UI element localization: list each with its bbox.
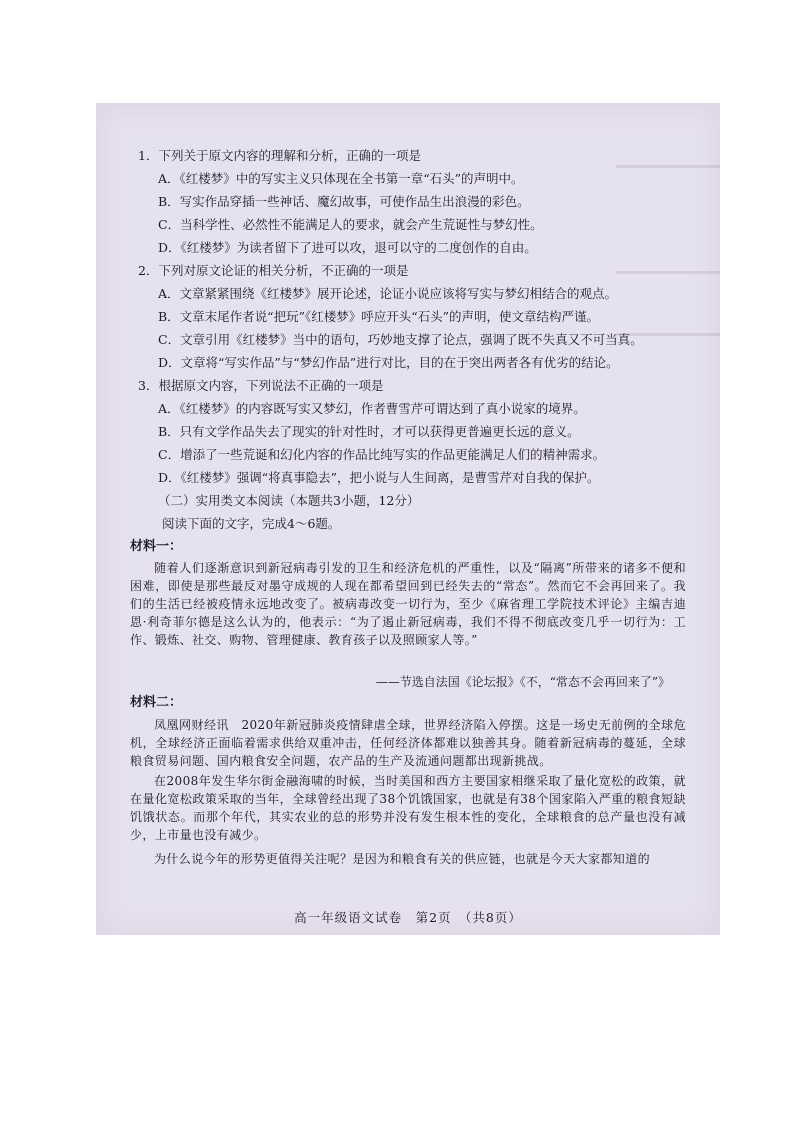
- material-2-paragraph-3: 为什么说今年的形势更值得关注呢？是因为和粮食有关的供应链，也就是今天大家都知道的: [154, 852, 651, 866]
- material-1-paragraph: 随着人们逐渐意识到新冠病毒引发的卫生和经济危机的严重性，以及“隔离”所带来的诸多不便和困难，即使是那些最反对墨守成规的人现在都希望回到已经失去的“常态”。然而它不会再回来了。我们的生活已经被疫情永远地改变了。被病毒改变一切行为，至少《麻省理工学院技术评论》主编吉迪恩·利奇菲尔德是这么认为的，他表示：“为了遏止新冠病毒，我们不得不彻底改变几乎一切行为：工作、锻炼、社交、购物、管理健康、教育孩子以及照顾家人等。”: [130, 561, 686, 647]
- bleed-through-mark: [616, 271, 720, 274]
- question-1-option-a: A．《红楼梦》中的写实主义只体现在全书第一章“石头”的声明中。: [158, 171, 524, 186]
- question-3-option-b: B．只有文学作品失去了现实的针对性时，才可以获得更普遍更长远的意义。: [158, 424, 580, 439]
- question-2-option-a: A．文章紧紧围绕《红楼梦》展开论述，论证小说应该将写实与梦幻相结合的观点。: [158, 286, 618, 301]
- page-footer: 高一年级语文试卷 第2页 （共8页）: [294, 910, 522, 925]
- question-3-option-a: A．《红楼梦》的内容既写实又梦幻，作者曹雪芹可谓达到了真小说家的境界。: [158, 401, 586, 416]
- material-1-source: ——节选自法国《论坛报》《不，“常态不会再回来了”》: [375, 675, 670, 689]
- question-1-option-d: D．《红楼梦》为读者留下了进可以攻，退可以守的二度创作的自由。: [158, 240, 537, 255]
- question-3-option-c: C．增添了一些荒诞和幻化内容的作品比纯写实的作品更能满足人们的精神需求。: [158, 447, 606, 462]
- question-1-option-c: C．当科学性、必然性不能满足人的要求，就会产生荒诞性与梦幻性。: [158, 217, 543, 232]
- question-2-option-d: D．文章将“写实作品”与“梦幻作品”进行对比，目的在于突出两者各有优劣的结论。: [158, 355, 619, 370]
- question-3-stem: 3．根据原文内容，下列说法不正确的一项是: [138, 378, 384, 393]
- question-2-option-b: B．文章末尾作者说“把玩”《红楼梦》呼应开头“石头”的声明，使文章结构严谨。: [158, 309, 599, 324]
- material-2-paragraph-2: 在2008年发生华尔街金融海啸的时候，当时美国和西方主要国家相继采取了量化宽松的政策，就在量化宽松政策采取的当年，全球曾经出现了38个饥饿国家，也就是有38个国家陷入严重的粮食短缺饥饿状态。而那个年代，其实农业的总的形势并没有发生根本性的变化，全球粮食的总产量也没有减少，上市量也没有减少。: [130, 774, 686, 842]
- question-2-option-c: C．文章引用《红楼梦》当中的语句，巧妙地支撑了论点，强调了既不失真又不可当真。: [158, 332, 643, 347]
- material-2-label: 材料二：: [130, 695, 183, 710]
- exam-page: [96, 103, 720, 935]
- bleed-through-mark: [616, 165, 720, 168]
- section-instruction: 阅读下面的文字，完成4～6题。: [162, 516, 341, 531]
- section-title: （二）实用类文本阅读（本题共3小题，12分）: [158, 493, 420, 508]
- question-2-stem: 2．下列对原文论证的相关分析，不正确的一项是: [138, 263, 409, 278]
- question-3-option-d: D．《红楼梦》强调“将真事隐去”，把小说与人生间离，是曹雪芹对自我的保护。: [158, 470, 600, 485]
- question-1-stem: 1．下列关于原文内容的理解和分析，正确的一项是: [138, 148, 421, 163]
- question-1-option-b: B．写实作品穿插一些神话、魔幻故事，可使作品生出浪漫的彩色。: [158, 194, 530, 209]
- material-1-label: 材料一：: [130, 539, 183, 554]
- material-2-paragraph-1: 凤凰网财经讯 2020年新冠肺炎疫情肆虐全球，世界经济陷入停摆。这是一场史无前例的全球危机，全球经济正面临着需求供给双重冲击，任何经济体都难以独善其身。随着新冠病毒的蔓延，全球粮食贸易问题、国内粮食安全问题，农产品的生产及流通问题都出现新挑战。: [130, 718, 686, 768]
